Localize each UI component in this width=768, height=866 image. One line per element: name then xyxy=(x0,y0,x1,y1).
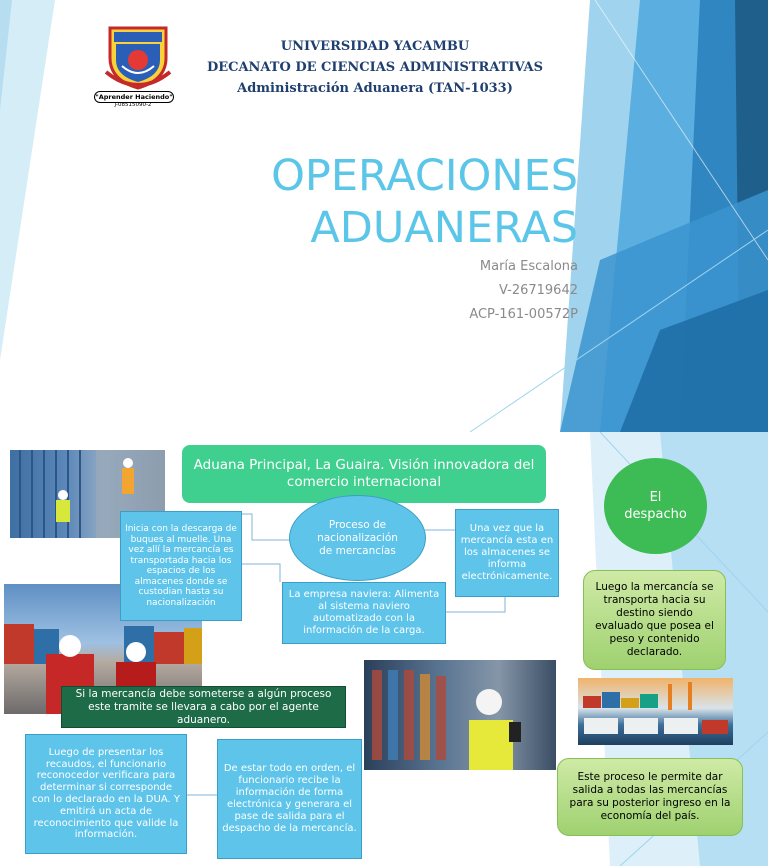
process-oval: Proceso de nacionalización de mercancías xyxy=(289,495,426,581)
box-naviera: La empresa naviera: Alimenta al sistema naviero automatizado con la información de la carga. xyxy=(282,582,446,644)
faculty-name: DECANATO DE CIENCIAS ADMINISTRATIVAS xyxy=(206,60,544,75)
trucks-port-photo xyxy=(578,678,733,745)
logo-rif: J-08515090-2 xyxy=(114,102,152,108)
title-line-2: ADUANERAS xyxy=(310,203,578,253)
university-name: UNIVERSIDAD YACAMBU xyxy=(280,39,470,54)
box-orden: De estar todo en orden, el funcionario recibe la información de forma electrónica y generara el pase de salida para el despacho de la mercancía. xyxy=(217,739,362,859)
container-inspector-photo xyxy=(364,660,556,770)
box-transporta: Luego la mercancía se transporta hacia su destino siendo evaluado que posea el peso y contenido declarado. xyxy=(583,570,726,670)
process-slide xyxy=(0,432,768,866)
logo-motto: "Aprender Haciendo" xyxy=(95,93,173,101)
box-recaudos: Luego de presentar los recaudos, el funcionario reconocedor verificara para determinar si corresponde con lo declarado en la DUA. Y emitirá un acta de reconocimiento que valide la información. xyxy=(25,734,187,854)
author-code: ACP-161-00572P xyxy=(469,307,578,322)
box-descarga: Inicia con la descarga de buques al muelle. Una vez allí la mercancía es transportada hacia los espacios de los almacenes donde se custodian hasta su nacionalización xyxy=(120,511,242,621)
title-banner: Aduana Principal, La Guaira. Visión innovadora del comercio internacional xyxy=(182,445,546,503)
university-logo xyxy=(92,22,184,112)
author-name: María Escalona xyxy=(479,259,578,274)
despacho-circle: El despacho xyxy=(604,458,707,554)
page-title xyxy=(230,150,578,254)
course-name: Administración Aduanera (TAN-1033) xyxy=(237,81,513,96)
box-agente: Si la mercancía debe someterse a algún proceso este tramite se llevara a cabo por el agente aduanero. xyxy=(61,686,346,728)
title-line-1: OPERACIONES xyxy=(271,151,578,201)
box-almacenes: Una vez que la mercancía esta en los almacenes se informa electrónicamente. xyxy=(455,509,559,597)
box-salida: Este proceso le permite dar salida a todas las mercancías para su posterior ingreso en la economía del país. xyxy=(557,758,743,836)
title-slide xyxy=(0,0,768,432)
author-id: V-26719642 xyxy=(499,283,578,298)
